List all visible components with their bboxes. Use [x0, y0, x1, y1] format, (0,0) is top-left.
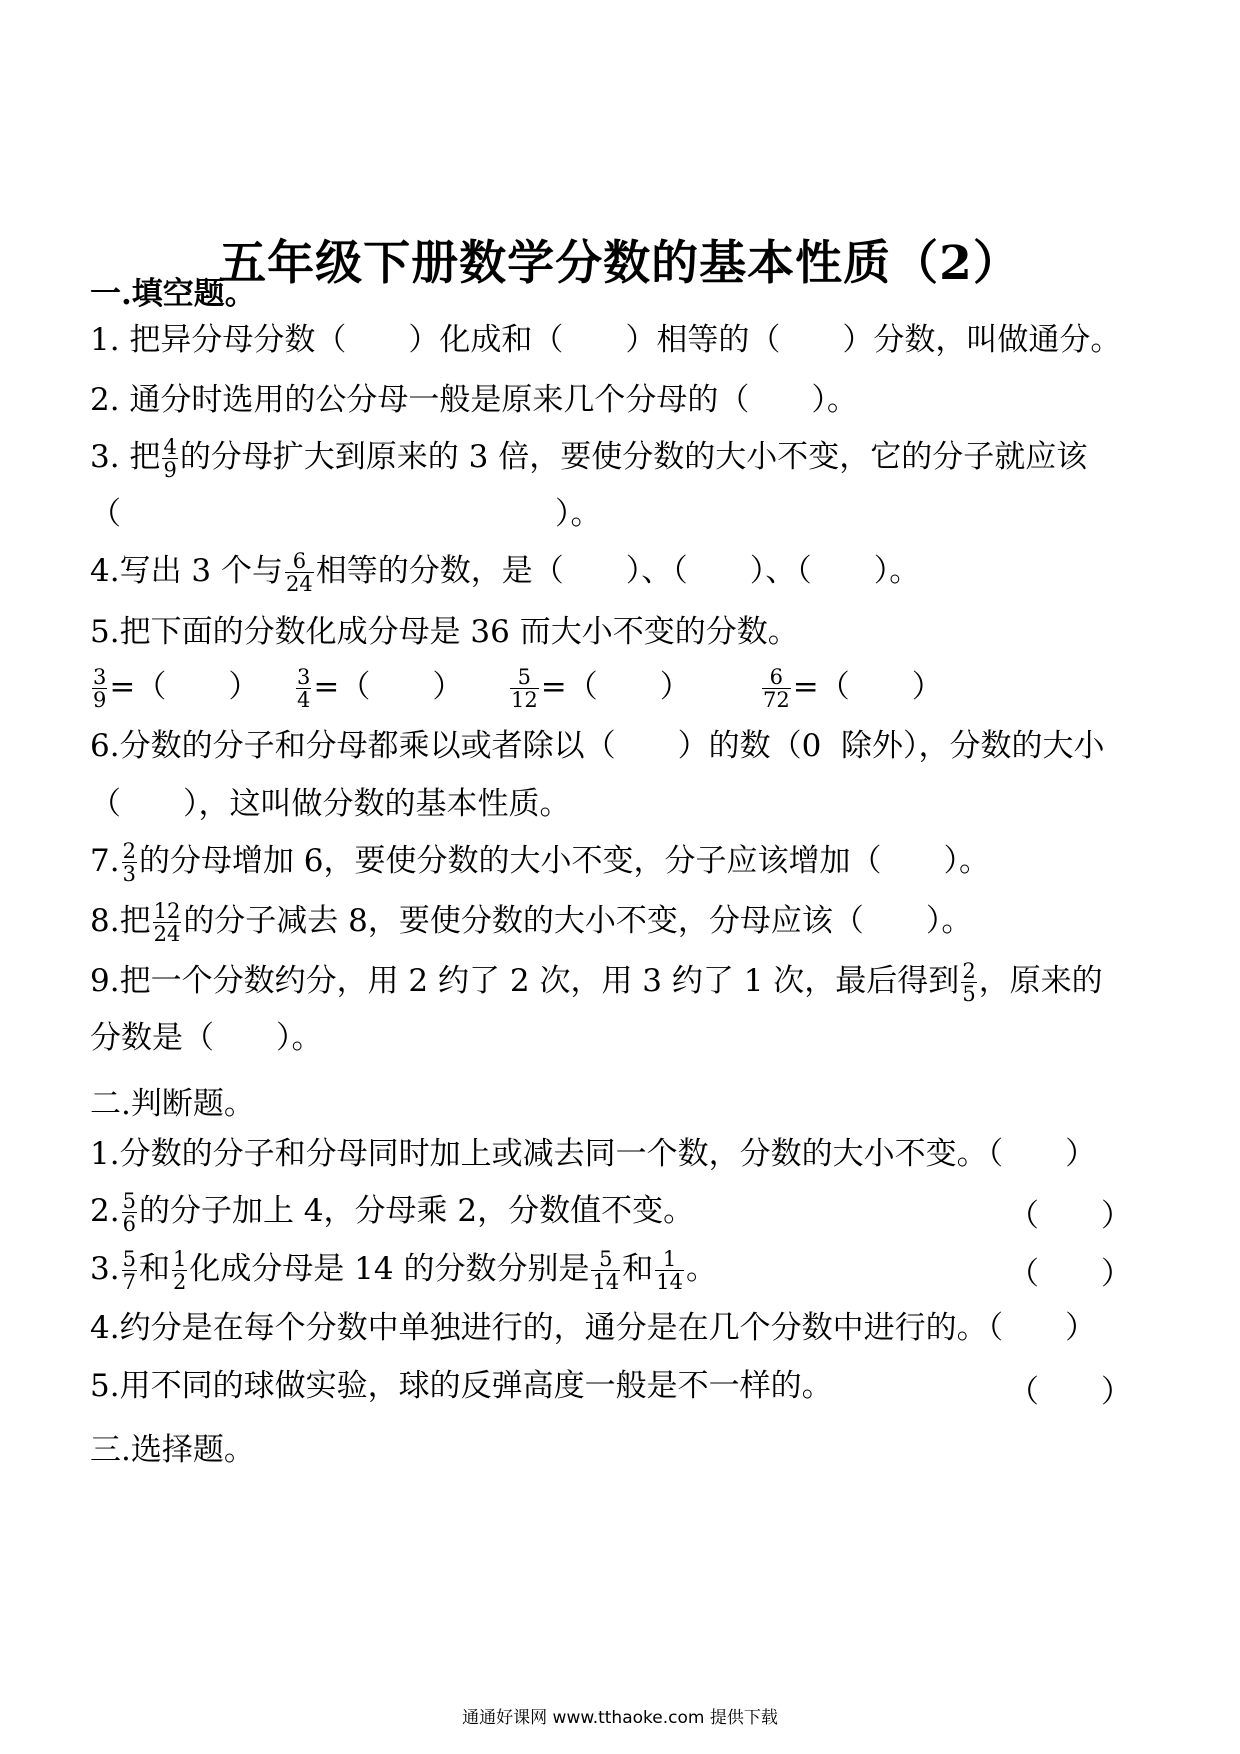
fill-q5-item-3	[508, 665, 691, 712]
fraction	[961, 960, 976, 1005]
fraction-denominator: 4	[297, 688, 311, 712]
judge-j3-and-2: 和	[622, 1251, 654, 1287]
judge-j2-bracket: （ ）	[1008, 1198, 1132, 1234]
fraction	[655, 1248, 684, 1293]
fraction-numerator: 12	[153, 899, 181, 923]
fraction-numerator: 5	[599, 1247, 613, 1271]
section-multiple-choice-heading: 三.选择题。	[90, 1432, 255, 1468]
fraction-denominator: 6	[122, 1212, 136, 1236]
fill-q5-item-2	[294, 665, 464, 712]
fill-q3-text: 的分母扩大到原来的 3 倍，要使分数的大小不变，它的分子就应该	[179, 439, 1088, 475]
fill-q8	[90, 899, 973, 946]
fill-q5-item-1	[90, 665, 260, 712]
judge-j2-text: 的分子加上 4，分母乘 2，分数值不变。	[138, 1193, 695, 1229]
judge-j2-prefix: 2.	[90, 1193, 120, 1229]
fraction-denominator: 9	[93, 688, 107, 712]
judge-j3-end: 。	[685, 1251, 717, 1287]
fill-q7-prefix: 7.	[90, 843, 120, 879]
fraction-denominator: 3	[122, 862, 136, 886]
fraction	[510, 666, 539, 711]
judge-j3-text: 化成分母是 14 的分数分别是	[189, 1251, 590, 1287]
judge-j2	[90, 1189, 695, 1236]
fill-q4-prefix: 4.写出 3 个与	[90, 553, 284, 589]
fraction-denominator: 12	[511, 688, 538, 712]
judge-j4: 4.约分是在每个分数中单独进行的，通分是在几个分数中进行的。（ ）	[90, 1310, 1097, 1346]
fraction-numerator: 1	[172, 1247, 187, 1271]
fraction-numerator: 6	[292, 549, 307, 573]
fraction	[92, 666, 107, 711]
fraction	[285, 550, 314, 595]
fraction	[153, 900, 182, 945]
fraction-denominator: 9	[163, 458, 177, 482]
fraction-denominator: 2	[172, 1270, 187, 1294]
judge-j3-prefix: 3.	[90, 1251, 120, 1287]
fill-q9-text: ，原来的	[978, 963, 1103, 999]
fill-q5-blank: =（ ）	[313, 669, 464, 705]
fraction-numerator: 3	[93, 665, 107, 689]
judge-j5-bracket: （ ）	[1008, 1374, 1132, 1410]
fill-q3	[90, 435, 1088, 482]
fraction	[172, 1248, 187, 1293]
fill-q9-prefix: 9.把一个分数约分，用 2 约了 2 次，用 3 约了 1 次，最后得到	[90, 963, 960, 999]
fraction-numerator: 6	[769, 665, 784, 689]
judge-j1: 1.分数的分子和分母同时加上或减去同一个数，分数的大小不变。（ ）	[90, 1136, 1097, 1172]
fill-q2: 2. 通分时选用的公分母一般是原来几个分母的（ ）。	[90, 382, 858, 418]
judge-j3-bracket: （ ）	[1008, 1256, 1132, 1292]
judge-j5: 5.用不同的球做实验，球的反弹高度一般是不一样的。	[90, 1368, 833, 1404]
fraction-denominator: 7	[122, 1270, 136, 1294]
fraction	[122, 1248, 137, 1293]
fraction-numerator: 5	[122, 1247, 136, 1271]
footer-source: 通通好课网 www.tthaoke.com 提供下载	[462, 1708, 778, 1728]
judge-j3	[90, 1247, 717, 1294]
fill-q1: 1. 把异分母分数（ ）化成和（ ）相等的（ ）分数，叫做通分。	[90, 322, 1122, 358]
fraction	[762, 666, 791, 711]
fraction	[296, 666, 311, 711]
fraction-denominator: 72	[763, 688, 790, 712]
fraction-numerator: 1	[662, 1247, 677, 1271]
fraction-numerator: 3	[297, 665, 311, 689]
fill-q5-item-4	[760, 665, 943, 712]
section-fill-blank-heading: 一.填空题。	[90, 276, 256, 312]
fraction	[122, 840, 137, 885]
fraction-denominator: 5	[962, 982, 976, 1006]
fraction-numerator: 5	[517, 665, 532, 689]
fraction-numerator: 2	[962, 959, 976, 983]
fill-q3-answer-line: （ ）。	[90, 496, 602, 532]
fill-q4	[90, 549, 921, 596]
fill-q9	[90, 959, 1103, 1006]
judge-j3-and: 和	[138, 1251, 170, 1287]
fill-q4-text: 相等的分数，是（ ）、（ ）、（ ）。	[315, 553, 921, 589]
fraction-denominator: 14	[592, 1270, 620, 1294]
fraction	[162, 436, 177, 481]
fill-q7	[90, 839, 991, 886]
fill-q3-prefix: 3. 把	[90, 439, 161, 475]
page-title: 五年级下册数学分数的基本性质（2）	[219, 236, 1021, 291]
fill-q5: 5.把下面的分数化成分母是 36 而大小不变的分数。	[90, 614, 799, 650]
fraction-denominator: 14	[656, 1270, 683, 1294]
section-true-false-heading: 二.判断题。	[90, 1086, 255, 1122]
fraction-denominator: 24	[286, 572, 313, 596]
fill-q7-text: 的分母增加 6，要使分数的大小不变，分子应该增加（ ）。	[138, 843, 991, 879]
fill-q6-line2: （ ），这叫做分数的基本性质。	[90, 786, 571, 822]
fill-q8-text: 的分子减去 8，要使分数的大小不变，分母应该（ ）。	[183, 903, 973, 939]
fraction-denominator: 24	[153, 922, 181, 946]
fill-q9-line2: 分数是（ ）。	[90, 1020, 323, 1056]
fraction-numerator: 5	[122, 1189, 136, 1213]
fraction	[591, 1248, 620, 1293]
fraction	[122, 1190, 137, 1235]
fill-q5-blank: =（ ）	[540, 669, 691, 705]
fill-q6-line1: 6.分数的分子和分母都乘以或者除以（ ）的数（0 除外），分数的大小	[90, 728, 1105, 764]
fill-q8-prefix: 8.把	[90, 903, 151, 939]
fraction-numerator: 2	[122, 839, 136, 863]
fill-q5-blank: =（ ）	[792, 669, 943, 705]
fill-q5-blank: =（ ）	[109, 669, 260, 705]
fraction-numerator: 4	[163, 435, 177, 459]
